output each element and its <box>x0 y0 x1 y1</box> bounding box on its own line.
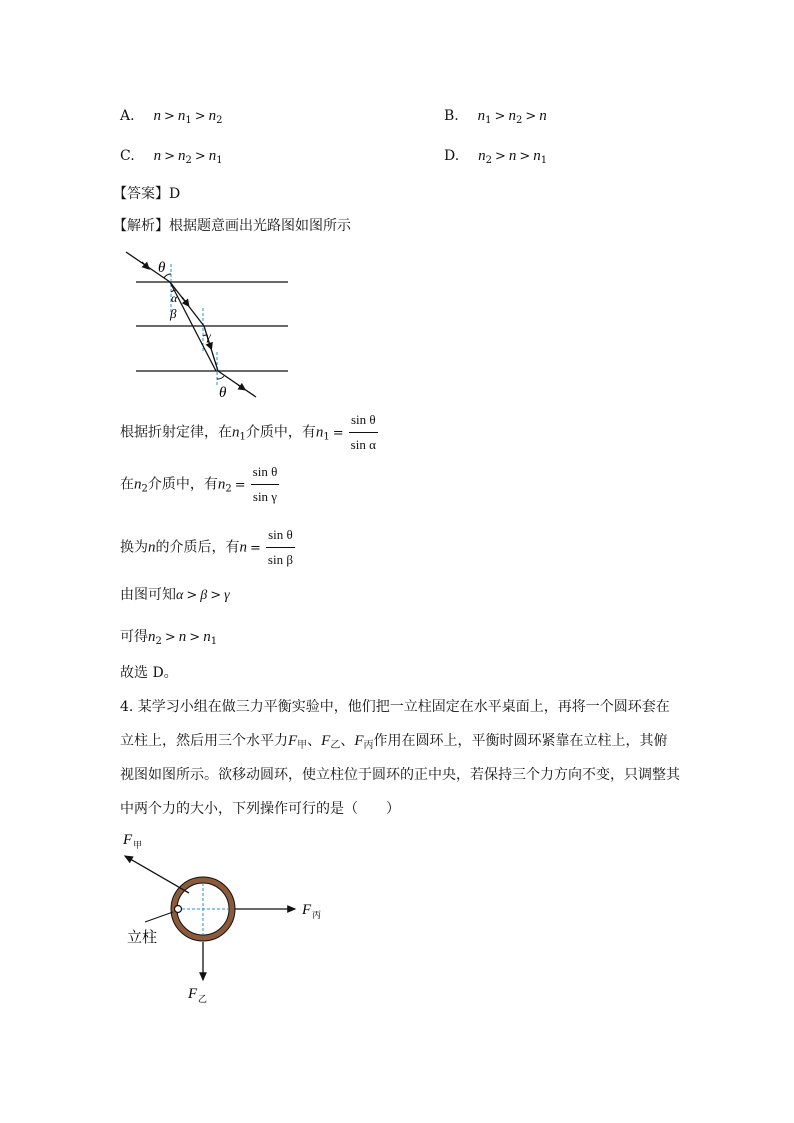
expr-sub: 2 <box>185 155 192 166</box>
numerator: sin θ <box>349 410 378 433</box>
gamma: γ <box>224 588 230 603</box>
expr-term: n <box>508 148 517 164</box>
expr-op: > <box>164 149 175 164</box>
formula-line-1 <box>120 410 378 455</box>
text: 介质中，有 <box>147 476 218 493</box>
label-gamma: γ <box>206 329 211 343</box>
expr-sub: 2 <box>515 115 523 126</box>
text: 介质中，有 <box>245 424 316 441</box>
arrow-n1 <box>182 297 188 305</box>
sub: 1 <box>210 636 218 647</box>
option-a <box>120 108 223 126</box>
sub: 1 <box>323 431 330 443</box>
arc-theta-bottom <box>217 376 224 379</box>
arrow-incident <box>142 262 148 268</box>
question4-line4: 中两个力的大小，下列操作可行的是（ ） <box>120 801 400 817</box>
force-bing: F <box>354 733 364 749</box>
label-post: 立柱 <box>127 930 158 946</box>
fraction <box>349 410 378 455</box>
arrow-emergent <box>238 385 244 389</box>
expr-term: n <box>539 108 547 124</box>
label-alpha: α <box>171 291 178 305</box>
text: 换为 <box>120 539 148 556</box>
option-a-label: A. <box>120 108 135 124</box>
post-leader-line <box>145 912 173 922</box>
sub: 2 <box>141 483 148 495</box>
inequality-indices <box>120 627 217 652</box>
denominator: sin γ <box>252 489 278 504</box>
sub: 丙 <box>363 740 374 751</box>
expr-sub: 2 <box>216 115 223 126</box>
text: 可得 <box>120 629 148 645</box>
inequality-angles <box>120 585 230 606</box>
expr-op: > <box>494 109 506 124</box>
expr-op: > <box>525 109 537 124</box>
expr-sub: 1 <box>185 115 192 126</box>
option-d-label: D. <box>444 148 460 164</box>
option-c <box>120 148 223 166</box>
expr-term: n <box>177 108 186 124</box>
answer-tag: 【答案】 <box>113 186 169 202</box>
post <box>175 906 182 913</box>
ring-force-diagram <box>115 826 345 1006</box>
answer-line <box>113 184 180 204</box>
formula-line-2 <box>120 462 279 507</box>
force-arrow-jia <box>125 856 189 893</box>
denominator: sin α <box>350 437 376 452</box>
option-d <box>444 148 547 166</box>
alpha: α <box>176 588 184 603</box>
force-jia: F <box>288 733 298 749</box>
label-f-jia-sub: 甲 <box>133 840 143 850</box>
expr-op: > <box>194 109 206 124</box>
expr-term: n <box>478 148 486 164</box>
label-f-yi-sub: 乙 <box>198 994 208 1004</box>
expr-op: > <box>494 149 506 164</box>
expr-op: > <box>519 149 531 164</box>
expr-op: > <box>194 149 206 164</box>
label-f-bing-sub: 丙 <box>312 910 322 920</box>
var-n: n <box>134 476 142 493</box>
text: 由图可知 <box>120 587 176 603</box>
var-n: n <box>148 629 156 645</box>
var-n: n <box>203 629 211 645</box>
expr-term: n <box>208 148 217 164</box>
expr-sub: 1 <box>485 115 492 126</box>
expr-sub: 1 <box>216 155 223 166</box>
var-n: n <box>232 424 240 441</box>
gt: > <box>210 588 222 603</box>
label-f-jia: F <box>123 832 133 848</box>
var-n: n <box>315 424 324 441</box>
gt: > <box>189 630 201 645</box>
analysis-intro-text: 根据题意画出光路图如图所示 <box>169 218 351 234</box>
sub: 甲 <box>297 740 308 751</box>
gt: > <box>164 630 176 645</box>
question4-line1: 4. 某学习小组在做三力平衡实验中，他们把一立柱固定在水平桌面上，再将一个圆环套在 <box>120 699 670 715</box>
answer-value: D <box>169 186 181 202</box>
option-b <box>444 108 547 126</box>
label-theta-top: θ <box>158 260 166 276</box>
text: 作用在圆环上，平衡时圆环紧靠在立柱上，其俯 <box>373 733 668 749</box>
expr-sub: 2 <box>485 155 492 166</box>
text: 在 <box>120 476 134 493</box>
analysis-tag: 【解析】 <box>113 218 169 234</box>
label-theta-bottom: θ <box>219 385 227 401</box>
label-f-bing: F <box>302 902 312 918</box>
sub: 2 <box>225 483 232 495</box>
numerator: sin θ <box>251 462 280 485</box>
question4-line2 <box>120 731 668 756</box>
option-b-label: B. <box>444 108 459 124</box>
text: 根据折射定律，在 <box>120 424 232 441</box>
fraction <box>266 525 295 570</box>
var-n: n <box>239 539 247 556</box>
expr-term: n <box>533 148 541 164</box>
expr-term: n <box>477 108 486 124</box>
expr-op: > <box>163 109 175 124</box>
beta: β <box>200 588 208 603</box>
sub: 2 <box>155 636 162 647</box>
label-f-yi: F <box>188 986 198 1002</box>
label-beta: β <box>170 306 177 321</box>
equals: = <box>234 477 246 493</box>
expr-sub: 1 <box>540 155 548 166</box>
equals: = <box>250 540 261 556</box>
expr-term: n <box>508 108 516 124</box>
sep: 、 <box>340 733 355 749</box>
var-n: n <box>148 539 156 556</box>
question4-line3: 视图如图所示。欲移动圆环，使立柱位于圆环的正中央，若保持三个力方向不变，只调整其 <box>120 767 680 783</box>
expr-term: n <box>208 108 217 124</box>
equals: = <box>332 425 344 441</box>
gt: > <box>186 588 198 603</box>
analysis-intro <box>113 216 351 236</box>
sub: 乙 <box>330 740 341 751</box>
expr-term: n <box>153 108 161 124</box>
fraction <box>251 462 280 507</box>
text: 的介质后，有 <box>155 539 240 556</box>
numerator: sin θ <box>266 525 295 548</box>
formula-line-3 <box>120 525 295 570</box>
conclusion: 故选 D。 <box>120 665 178 681</box>
var-n: n <box>217 476 226 493</box>
denominator: sin β <box>267 552 293 567</box>
text: 立柱上，然后用三个水平力 <box>120 733 288 749</box>
light-path-diagram <box>118 244 298 404</box>
expr-term: n <box>177 148 186 164</box>
expr-term: n <box>153 148 162 164</box>
sub: 1 <box>239 431 246 443</box>
var-n: n <box>178 629 187 645</box>
sep: 、 <box>307 733 322 749</box>
force-yi: F <box>321 733 331 749</box>
option-c-label: C. <box>120 148 135 164</box>
